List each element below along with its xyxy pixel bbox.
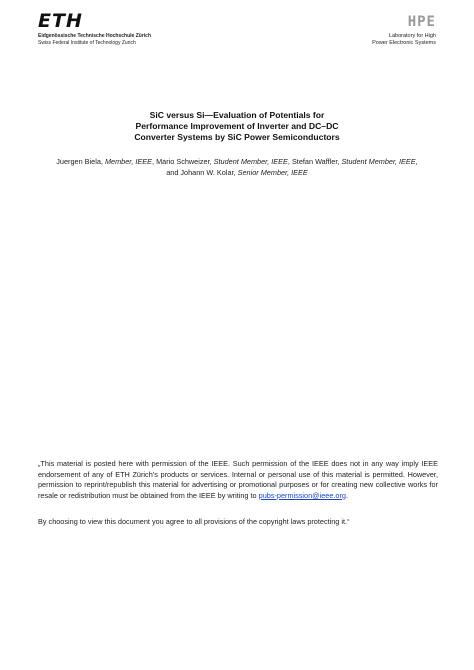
- eth-logo: ETH: [38, 10, 83, 32]
- hpe-header: [316, 13, 436, 47]
- copyright-notice: [38, 459, 438, 501]
- title-line-3: Converter Systems by SiC Power Semiconductors: [134, 132, 340, 142]
- author-separator: ,: [415, 157, 418, 166]
- hpe-lab-name-1: Laboratory for High: [388, 33, 436, 39]
- author-4: and Johann W. Kolar,: [166, 167, 238, 177]
- eth-name-english: Swiss Federal Institute of Technology Zurich: [38, 40, 136, 46]
- author-2: , Mario Schweizer,: [152, 157, 214, 166]
- author-1: Juergen Biela,: [56, 157, 105, 166]
- permission-email-link[interactable]: pubs-permission@ieee.org: [258, 490, 346, 500]
- copyright-agreement: By choosing to view this document you agree to all provisions of the copyright laws protecting it.“: [38, 517, 350, 526]
- author-2-role: Student Member, IEEE: [213, 157, 288, 166]
- eth-name-german: Eidgenössische Technische Hochschule Zürich: [38, 33, 151, 39]
- hpe-lab-name-2: Power Electronic Systems: [372, 40, 436, 46]
- author-4-role: Senior Member, IEEE: [237, 167, 308, 177]
- author-3: , Stefan Waffler,: [287, 157, 342, 166]
- eth-header: [38, 12, 238, 47]
- title-line-1: SiC versus Si—Evaluation of Potentials for: [149, 110, 325, 120]
- paper-title: [60, 110, 414, 143]
- author-line-2: [30, 168, 444, 179]
- author-1-role: Member, IEEE: [104, 157, 153, 166]
- notice-text: „This material is posted here with permission of the IEEE. Such permission of the IEEE does not in any way imply IEEE endorsement of any of ETH Zürich’s products or services. Internal or personal use of this material is permitted. However, permission to reprint/republish this material for advertising or promotional purposes or for creating new collective works for resale or redistribution must be obtained from the IEEE by writing to: [38, 459, 438, 500]
- author-3-role: Student Member, IEEE: [341, 157, 416, 166]
- hpe-logo: HPE: [407, 14, 436, 30]
- author-list: [30, 157, 444, 178]
- title-line-2: Performance Improvement of Inverter and DC–DC: [135, 121, 339, 131]
- author-line-1: [30, 157, 444, 168]
- notice-period: .: [345, 490, 348, 500]
